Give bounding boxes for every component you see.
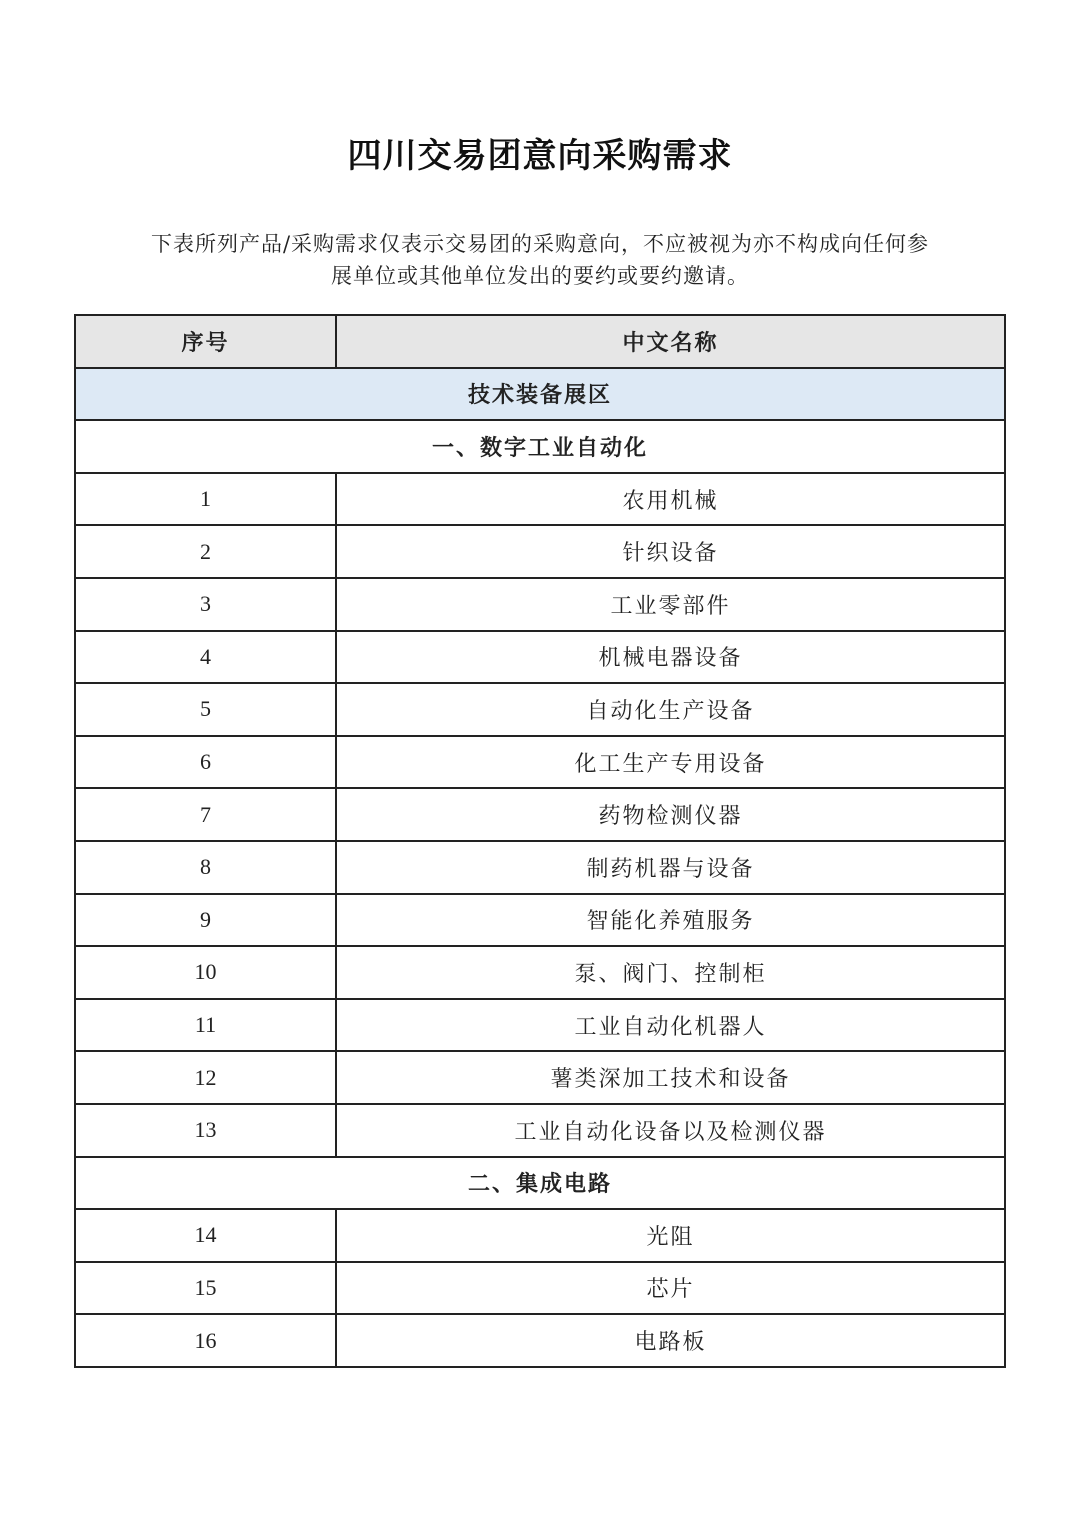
table-row (75, 999, 1005, 1052)
table-row (75, 683, 1005, 736)
table-row (75, 1262, 1005, 1315)
row-name: 工业零部件 (336, 578, 1005, 631)
table-row (75, 841, 1005, 894)
row-index: 8 (75, 841, 336, 894)
row-index: 15 (75, 1262, 336, 1315)
section-row (75, 420, 1005, 473)
table-row (75, 788, 1005, 841)
header-name: 中文名称 (336, 315, 1005, 368)
table-row (75, 1314, 1005, 1367)
section-title: 二、集成电路 (75, 1157, 1005, 1210)
row-name: 制药机器与设备 (336, 841, 1005, 894)
row-name: 泵、阀门、控制柜 (336, 946, 1005, 999)
row-index: 14 (75, 1209, 336, 1262)
row-name: 机械电器设备 (336, 631, 1005, 684)
zone-row (75, 368, 1005, 421)
row-name: 农用机械 (336, 473, 1005, 526)
row-index: 7 (75, 788, 336, 841)
row-index: 9 (75, 894, 336, 947)
zone-title: 技术装备展区 (75, 368, 1005, 421)
table-row (75, 1209, 1005, 1262)
procurement-table (74, 314, 1006, 1368)
row-name: 智能化养殖服务 (336, 894, 1005, 947)
section-title: 一、数字工业自动化 (75, 420, 1005, 473)
page-title: 四川交易团意向采购需求 (347, 136, 733, 176)
intro-line-2: 展单位或其他单位发出的要约或要约邀请。 (331, 264, 749, 288)
row-name: 工业自动化设备以及检测仪器 (336, 1104, 1005, 1157)
row-name: 药物检测仪器 (336, 788, 1005, 841)
table-row (75, 525, 1005, 578)
row-name: 芯片 (336, 1262, 1005, 1315)
intro-paragraph (90, 228, 990, 292)
row-index: 13 (75, 1104, 336, 1157)
row-index: 4 (75, 631, 336, 684)
table-header-row (75, 315, 1005, 368)
section-row (75, 1157, 1005, 1210)
table-row (75, 894, 1005, 947)
row-name: 薯类深加工技术和设备 (336, 1051, 1005, 1104)
row-index: 2 (75, 525, 336, 578)
table-row (75, 946, 1005, 999)
row-index: 1 (75, 473, 336, 526)
intro-line-1: 下表所列产品/采购需求仅表示交易团的采购意向，不应被视为亦不构成向任何参 (150, 232, 930, 256)
row-name: 工业自动化机器人 (336, 999, 1005, 1052)
row-index: 12 (75, 1051, 336, 1104)
header-index: 序号 (75, 315, 336, 368)
row-index: 5 (75, 683, 336, 736)
row-name: 光阻 (336, 1209, 1005, 1262)
table-row (75, 473, 1005, 526)
row-index: 6 (75, 736, 336, 789)
row-name: 化工生产专用设备 (336, 736, 1005, 789)
table-row (75, 1104, 1005, 1157)
row-index: 11 (75, 999, 336, 1052)
table-row (75, 631, 1005, 684)
table-row (75, 578, 1005, 631)
row-index: 16 (75, 1314, 336, 1367)
row-name: 针织设备 (336, 525, 1005, 578)
row-name: 电路板 (336, 1314, 1005, 1367)
table-row (75, 736, 1005, 789)
row-index: 10 (75, 946, 336, 999)
row-index: 3 (75, 578, 336, 631)
table-row (75, 1051, 1005, 1104)
row-name: 自动化生产设备 (336, 683, 1005, 736)
